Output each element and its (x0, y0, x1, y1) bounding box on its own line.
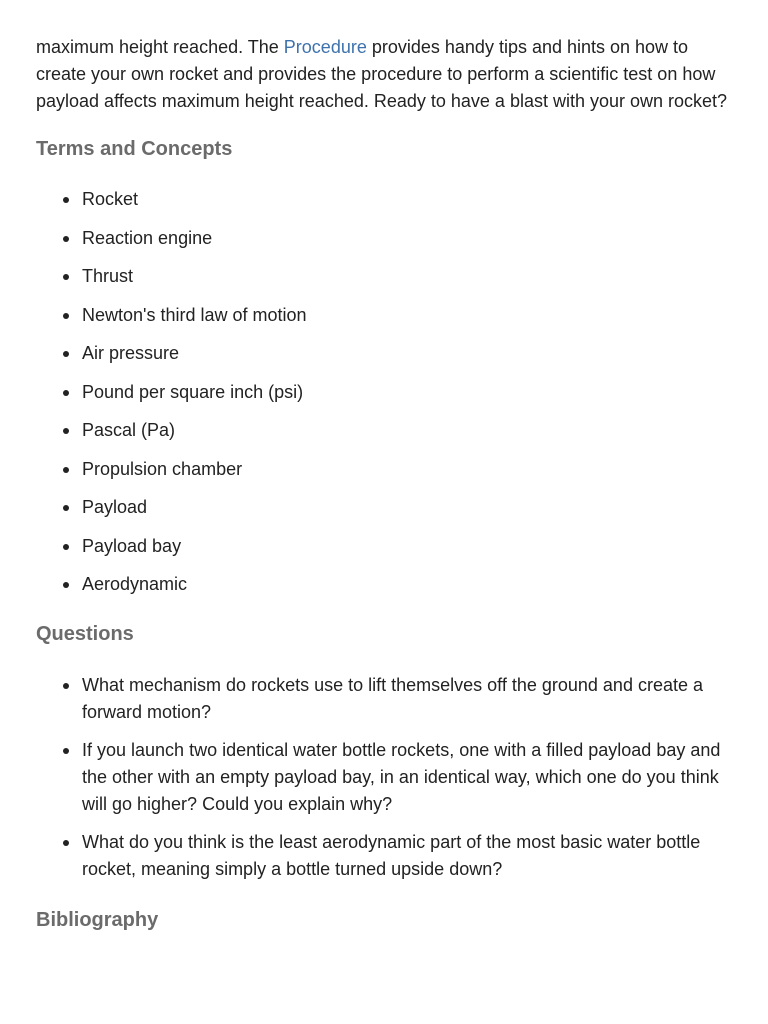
terms-list-item (82, 456, 732, 483)
terms-list-item (82, 533, 732, 560)
term-label: Propulsion chamber (82, 458, 243, 479)
bullet-icon (63, 197, 69, 203)
question-item (82, 737, 722, 818)
term-label: Air pressure (82, 343, 180, 363)
term-label: Newton's third law of motion (82, 304, 307, 325)
bibliography-heading: Bibliography (36, 909, 159, 931)
question-text: If you launch two identical water bottle rockets, one with a filled payload bay and the other with an empty payload bay, in an identical way, which one do you think will go higher? Could you explain why? (82, 740, 721, 814)
bullet-icon (63, 428, 69, 434)
terms-list-item (82, 302, 732, 329)
bullet-icon (63, 467, 69, 473)
term-label: Pound per square inch (psi) (82, 381, 304, 402)
terms-list (36, 186, 732, 598)
question-item (82, 672, 722, 726)
bullet-icon (63, 351, 69, 357)
procedure-link[interactable]: Procedure (283, 37, 367, 57)
term-label: Rocket (82, 189, 139, 209)
bullet-icon (63, 390, 69, 396)
intro-text-after-link: provides handy tips and hints on how to create your own rocket and provides the procedure to perform a scientific test on how payload affects maximum height reached. Ready to have a blast with your own rocket? (36, 37, 728, 111)
questions-heading: Questions (36, 623, 134, 645)
bullet-icon (63, 544, 69, 550)
bullet-icon (63, 582, 69, 588)
terms-list-item (82, 494, 732, 521)
term-label: Aerodynamic (82, 574, 188, 594)
bullet-icon (63, 748, 69, 754)
terms-list-item (82, 263, 732, 290)
terms-list-item (82, 225, 732, 252)
terms-list-item (82, 417, 732, 444)
question-item (82, 829, 722, 883)
intro-text-before-link: maximum height reached. The (36, 37, 284, 57)
bullet-icon (63, 840, 69, 846)
questions-list (36, 672, 722, 883)
term-label: Thrust (82, 266, 134, 286)
terms-list-item (82, 340, 732, 367)
question-text: What do you think is the least aerodynamic part of the most basic water bottle rocket, meaning simply a bottle turned upside down? (82, 832, 701, 879)
bullet-icon (63, 505, 69, 511)
term-label: Reaction engine (82, 227, 213, 248)
bullet-icon (63, 274, 69, 280)
terms-list-item (82, 186, 732, 213)
term-label: Payload bay (82, 535, 182, 556)
question-text: What mechanism do rockets use to lift themselves off the ground and create a forward motion? (82, 675, 703, 722)
intro-paragraph (36, 34, 736, 115)
bullet-icon (63, 236, 69, 242)
bullet-icon (63, 683, 69, 689)
terms-list-item (82, 379, 732, 406)
term-label: Payload (82, 497, 148, 517)
term-label: Pascal (Pa) (82, 420, 176, 440)
terms-list-item (82, 571, 732, 598)
bullet-icon (63, 313, 69, 319)
terms-heading: Terms and Concepts (36, 138, 233, 160)
